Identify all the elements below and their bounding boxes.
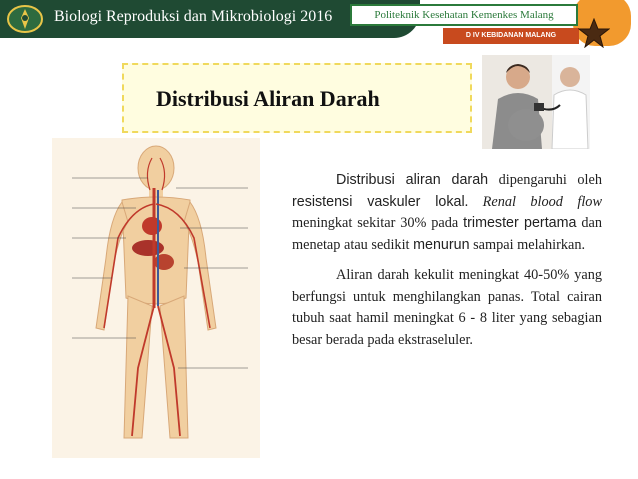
institution-logo-icon (6, 4, 44, 34)
p1-s5: Renal blood flow (482, 193, 602, 210)
p1-s10: sampai melahirkan. (469, 236, 586, 253)
paragraph-2: Aliran darah kekulit meningkat 40-50% yang berfungsi untuk menghilangkan panas. Total cairan tubuh saat hamil meningkat 6 - 8 liter yang sebagian besar berada pada ekstraseluler. (292, 267, 602, 348)
circulatory-system-diagram (52, 138, 260, 458)
p1-s2: dipengaruhi oleh (488, 172, 602, 188)
pregnant-woman-photo (482, 55, 590, 149)
p1-s9: menurun (413, 236, 470, 253)
institution-label: Politeknik Kesehatan Kemenkes Malang (350, 4, 578, 26)
p1-s3: resistensi vaskuler lokal (292, 193, 465, 210)
course-title: Biologi Reproduksi dan Mikrobiologi 2016 (54, 8, 333, 25)
star-icon (578, 18, 610, 48)
p1-s6: meningkat sekitar 30% pada (292, 215, 464, 231)
paragraph-1 (292, 170, 602, 256)
p1-s4: . (464, 193, 483, 210)
p1-s8: dan menetap atau sedikit (292, 215, 603, 253)
content-text (292, 170, 602, 360)
slide-title: Distribusi Aliran Darah (156, 86, 380, 111)
department-label: D IV KEBIDANAN MALANG (443, 28, 579, 44)
p1-s1: Distribusi aliran darah (336, 172, 489, 188)
p1-s7: trimester pertama (463, 215, 577, 231)
